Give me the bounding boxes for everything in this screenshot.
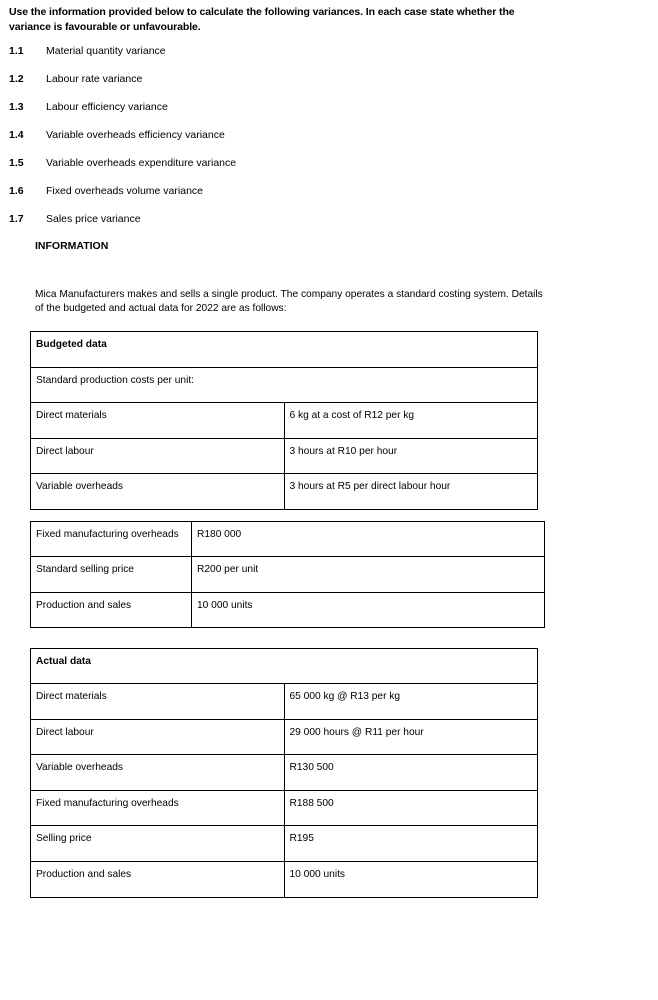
- table-row: [31, 755, 538, 791]
- row-label: Variable overheads: [31, 755, 285, 791]
- actual-data-table: [30, 648, 538, 898]
- table-row: [31, 403, 538, 439]
- question-number: 1.6: [9, 185, 24, 197]
- row-label: Fixed manufacturing overheads: [31, 791, 285, 826]
- table-row: [31, 474, 538, 510]
- table-row: [31, 649, 538, 684]
- row-value: R188 500: [284, 791, 538, 826]
- table-row: [31, 522, 545, 557]
- budgeted-data-table: [30, 331, 538, 510]
- table-row: [31, 684, 538, 720]
- row-label: Production and sales: [31, 862, 285, 898]
- row-value: 6 kg at a cost of R12 per kg: [284, 403, 538, 439]
- information-paragraph: Mica Manufacturers makes and sells a single product. The company operates a standard costing system. Details of the budgeted and actual data for 2022 are as follows:: [35, 289, 543, 314]
- question-text: Sales price variance: [46, 213, 141, 225]
- question-number: 1.7: [9, 213, 24, 225]
- table-row: [31, 439, 538, 474]
- table-row: [31, 862, 538, 898]
- row-value: 10 000 units: [284, 862, 538, 898]
- table-row: [31, 720, 538, 755]
- question-number: 1.3: [9, 101, 24, 113]
- information-heading: INFORMATION: [35, 240, 109, 252]
- question-number: 1.5: [9, 157, 24, 169]
- row-label: Fixed manufacturing overheads: [31, 522, 192, 557]
- row-value: 3 hours at R5 per direct labour hour: [284, 474, 538, 510]
- question-text: Variable overheads expenditure variance: [46, 157, 237, 169]
- row-label: Standard selling price: [31, 557, 192, 593]
- fixed-data-table: [30, 521, 545, 628]
- question-text: Variable overheads efficiency variance: [46, 129, 225, 141]
- table-row: [31, 332, 538, 368]
- question-number: 1.4: [9, 129, 24, 141]
- table-row: [31, 593, 545, 628]
- row-value: 65 000 kg @ R13 per kg: [284, 684, 538, 720]
- row-label: Direct materials: [31, 403, 285, 439]
- standard-costs-subheading: Standard production costs per unit:: [31, 368, 538, 403]
- row-value: R200 per unit: [192, 557, 545, 593]
- row-label: Direct materials: [31, 684, 285, 720]
- row-value: R195: [284, 826, 538, 862]
- row-value: 3 hours at R10 per hour: [284, 439, 538, 474]
- row-value: R130 500: [284, 755, 538, 791]
- table-row: [31, 368, 538, 403]
- row-label: Direct labour: [31, 439, 285, 474]
- row-label: Production and sales: [31, 593, 192, 628]
- row-label: Variable overheads: [31, 474, 285, 510]
- budgeted-data-heading: Budgeted data: [31, 332, 538, 368]
- table-row: [31, 557, 545, 593]
- intro-instructions: Use the information provided below to calculate the following variances. In each case state whether the variance is favourable or unfavourable.: [9, 6, 515, 33]
- row-label: Selling price: [31, 826, 285, 862]
- row-label: Direct labour: [31, 720, 285, 755]
- table-row: [31, 826, 538, 862]
- question-text: Fixed overheads volume variance: [46, 185, 203, 197]
- row-value: 29 000 hours @ R11 per hour: [284, 720, 538, 755]
- actual-data-heading: Actual data: [31, 649, 538, 684]
- row-value: R180 000: [192, 522, 545, 557]
- question-text: Material quantity variance: [46, 45, 166, 57]
- question-number: 1.1: [9, 45, 24, 57]
- question-text: Labour efficiency variance: [46, 101, 168, 113]
- question-number: 1.2: [9, 73, 24, 85]
- row-value: 10 000 units: [192, 593, 545, 628]
- table-row: [31, 791, 538, 826]
- question-text: Labour rate variance: [46, 73, 143, 85]
